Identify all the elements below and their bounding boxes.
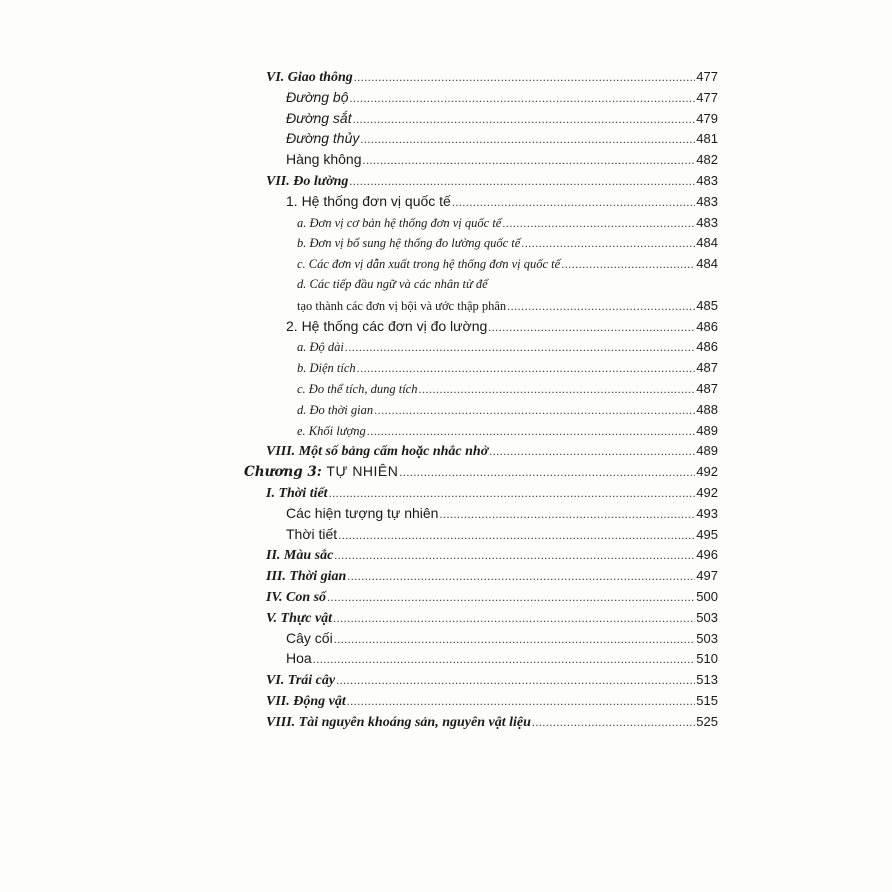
toc-entry-title: e. Khối lượng — [297, 423, 366, 438]
dot-leader — [532, 711, 695, 733]
toc-entry — [0, 378, 718, 399]
toc-entry — [0, 170, 718, 191]
dot-leader — [334, 544, 695, 566]
toc-entry-title: V. Thực vật — [266, 610, 333, 626]
toc-entry-title: II. Màu sắc — [266, 548, 334, 564]
toc-entry-title: d. Các tiếp đầu ngữ và các nhân tử để — [297, 276, 488, 291]
toc-entry — [0, 399, 718, 420]
toc-entry — [0, 586, 718, 607]
toc-entry-page: 483 — [696, 214, 718, 230]
toc-entry — [0, 336, 718, 357]
dot-leader — [345, 336, 695, 358]
dot-leader — [353, 108, 696, 130]
dot-leader — [313, 648, 696, 670]
toc-entry — [0, 420, 718, 441]
toc-entry — [0, 482, 718, 503]
toc-entry — [0, 191, 718, 212]
dot-leader — [347, 690, 696, 712]
toc-entry — [0, 544, 718, 565]
toc-entry-title: Các hiện tượng tự nhiên — [286, 504, 439, 521]
toc-entry — [0, 149, 718, 170]
dot-leader — [399, 461, 695, 483]
toc-entry-page: 513 — [696, 672, 718, 688]
chapter-label: Chương 3: — [244, 464, 327, 481]
dot-leader — [334, 628, 696, 650]
toc-entry-title: Hoa — [286, 650, 312, 667]
toc-entry-page: 497 — [696, 568, 718, 584]
dot-leader — [363, 149, 696, 171]
toc-entry-page: 486 — [696, 318, 718, 334]
toc-entry-title: VII. Đo lường — [266, 173, 349, 189]
toc-entry-title — [244, 461, 398, 483]
toc-entry-title: III. Thời gian — [266, 569, 347, 585]
dot-leader — [489, 440, 695, 462]
toc-entry — [0, 295, 718, 316]
toc-entry — [0, 128, 718, 149]
dot-leader — [374, 399, 695, 421]
toc-entry-page: 495 — [696, 526, 718, 542]
toc-entry-page: 488 — [696, 401, 718, 417]
toc-entry — [0, 212, 718, 233]
dot-leader — [502, 212, 695, 234]
toc-entry — [0, 628, 718, 649]
toc-entry-title: Hàng không — [286, 151, 362, 168]
toc-entry — [0, 108, 718, 129]
toc-entry-page: 492 — [696, 464, 718, 480]
toc-entry — [0, 690, 718, 711]
dot-leader — [452, 191, 695, 213]
toc-entry-page: 500 — [696, 588, 718, 604]
toc-entry-title: I. Thời tiết — [266, 485, 328, 501]
toc-entry — [0, 357, 718, 378]
toc-entry-page: 503 — [696, 609, 718, 625]
toc-entry — [0, 232, 718, 253]
toc-entry-page: 496 — [696, 547, 718, 563]
toc-entry-page: 489 — [696, 443, 718, 459]
dot-leader — [357, 357, 696, 379]
dot-leader — [521, 232, 695, 254]
toc-entry-page: 492 — [696, 484, 718, 500]
dot-leader — [488, 316, 695, 338]
toc-entry — [0, 503, 718, 524]
toc-entry — [0, 711, 718, 732]
dot-leader — [360, 128, 695, 150]
toc-entry-page: 485 — [696, 297, 718, 313]
toc-entry-page: 510 — [696, 651, 718, 667]
toc-entry-title: c. Các đơn vị dẫn xuất trong hệ thống đơn vị quốc tế — [297, 257, 561, 272]
toc-entry-page: 487 — [696, 380, 718, 396]
toc-entry — [0, 316, 718, 337]
toc-entry-title: IV. Con số — [266, 589, 327, 605]
dot-leader — [349, 87, 695, 109]
toc-entry-page: 489 — [696, 422, 718, 438]
toc-entry-page: 482 — [696, 152, 718, 168]
dot-leader — [439, 503, 695, 525]
dot-leader — [333, 607, 695, 629]
dot-leader — [418, 378, 695, 400]
toc-entry-title: Đường bộ — [286, 88, 349, 105]
toc-entry-page: 477 — [696, 89, 718, 105]
toc-entry-title: VIII. Tài nguyên khoáng sản, nguyên vật liệu — [266, 714, 531, 730]
toc-entry-page: 479 — [696, 110, 718, 126]
toc-entry-title: b. Đơn vị bổ sung hệ thống đo lường quốc tế — [297, 236, 521, 251]
dot-leader — [561, 253, 695, 275]
toc-entry-title: Cây cối — [286, 629, 333, 646]
dot-leader — [349, 170, 695, 192]
toc-entry-title: a. Độ dài — [297, 340, 344, 355]
toc-entry-title: VIII. Một số bảng cấm hoặc nhắc nhở — [266, 444, 489, 460]
toc-entry-page: 477 — [696, 69, 718, 84]
toc-entry-title: tạo thành các đơn vị bội và ước thập phân — [297, 298, 507, 313]
toc-entry-page: 503 — [696, 630, 718, 646]
toc-entry-page: 484 — [696, 235, 718, 251]
toc-entry-title: a. Đơn vị cơ bản hệ thống đơn vị quốc tế — [297, 215, 502, 230]
toc-entry-title: 1. Hệ thống đơn vị quốc tế — [286, 192, 451, 209]
toc-entry-page: 483 — [696, 193, 718, 209]
toc-entry-title: Đường sắt — [286, 109, 352, 126]
toc-entry — [0, 524, 718, 545]
toc-entry-page: 515 — [696, 692, 718, 708]
toc-entry-title: Thời tiết — [286, 525, 338, 542]
chapter-name: TỰ NHIÊN — [326, 463, 399, 480]
toc-entry — [0, 648, 718, 669]
toc-entry-page: 493 — [696, 505, 718, 521]
toc-entry-page: 484 — [696, 256, 718, 272]
toc-entry-title: Đường thủy — [286, 130, 360, 147]
dot-leader — [507, 295, 695, 317]
toc-entry — [0, 607, 718, 628]
dot-leader — [338, 524, 695, 546]
toc-entry-title: b. Diện tích — [297, 361, 356, 376]
dot-leader — [327, 586, 695, 608]
toc-entry-title: c. Đo thể tích, dung tích — [297, 381, 418, 396]
dot-leader — [367, 420, 696, 442]
toc-entry — [0, 461, 718, 482]
table-of-contents — [0, 66, 892, 732]
toc-entry-title: VI. Giao thông — [266, 70, 353, 85]
toc-entry-title: VII. Động vật — [266, 693, 346, 709]
toc-entry-title: d. Đo thời gian — [297, 402, 374, 417]
dot-leader — [329, 482, 696, 504]
toc-entry — [0, 253, 718, 274]
toc-entry — [0, 87, 718, 108]
dot-leader — [336, 669, 695, 691]
toc-entry — [0, 66, 718, 87]
toc-entry-page: 525 — [696, 713, 718, 729]
toc-entry — [0, 565, 718, 586]
toc-entry-page: 486 — [696, 339, 718, 355]
toc-entry — [0, 669, 718, 690]
dot-leader — [347, 565, 695, 587]
toc-entry-page: 483 — [696, 172, 718, 188]
dot-leader — [354, 66, 696, 88]
toc-entry-page: 487 — [696, 360, 718, 376]
toc-entry-page: 481 — [696, 131, 718, 147]
toc-entry-title: 2. Hệ thống các đơn vị đo lường — [286, 317, 488, 334]
toc-entry — [0, 274, 718, 295]
toc-entry-title: VI. Trái cây — [266, 673, 336, 689]
toc-entry — [0, 440, 718, 461]
